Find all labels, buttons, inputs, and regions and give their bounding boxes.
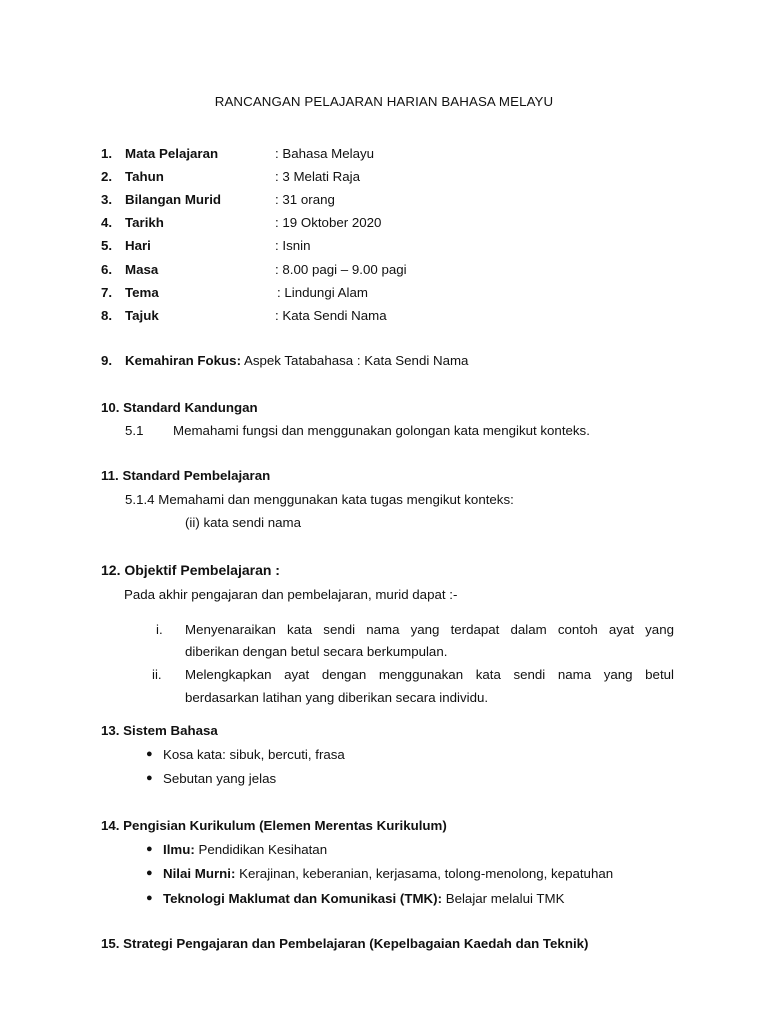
info-label: Tema [125, 285, 159, 300]
list-item: Kosa kata: sibuk, bercuti, frasa [163, 747, 345, 762]
section-11-line1: 5.1.4 Memahami dan menggunakan kata tugas mengikut konteks: [125, 492, 514, 507]
section-12-intro: Pada akhir pengajaran dan pembelajaran, murid dapat :- [124, 587, 458, 602]
section-9 [125, 353, 468, 368]
objective-marker: i. [156, 622, 163, 637]
info-label: Hari [125, 238, 151, 253]
page-title: RANCANGAN PELAJARAN HARIAN BAHASA MELAYU [214, 94, 554, 109]
info-label: Masa [125, 262, 159, 277]
bullet-icon: ● [146, 748, 153, 760]
info-value: : 19 Oktober 2020 [275, 215, 382, 230]
section-11-line2: (ii) kata sendi nama [185, 515, 302, 530]
objective-line: Melengkapkan ayat dengan menggunakan kata sendi nama yang betul [185, 667, 674, 682]
info-num: 4. [101, 215, 113, 230]
bullet-icon: ● [146, 843, 153, 855]
info-num: 7. [101, 285, 113, 300]
info-label: Mata Pelajaran [125, 146, 219, 161]
section-15-heading: 15. Strategi Pengajaran dan Pembelajaran (Kepelbagaian Kaedah dan Teknik) [101, 936, 589, 951]
info-value: : Isnin [275, 238, 311, 253]
section-13-heading: 13. Sistem Bahasa [101, 723, 218, 738]
list-item [163, 866, 613, 881]
item-label: Teknologi Maklumat dan Komunikasi (TMK): [163, 891, 443, 906]
info-label: Tajuk [125, 308, 159, 323]
section-10-heading: 10. Standard Kandungan [101, 400, 258, 415]
section-9-label: Kemahiran Fokus: [125, 353, 242, 368]
info-num: 1. [101, 146, 113, 161]
info-value: : 3 Melati Raja [275, 169, 360, 184]
list-item: Sebutan yang jelas [163, 771, 277, 786]
item-value: Belajar melalui TMK [445, 891, 565, 906]
section-12-heading: 12. Objektif Pembelajaran : [101, 562, 280, 578]
item-value: Pendidikan Kesihatan [198, 842, 328, 857]
info-value: : 8.00 pagi – 9.00 pagi [275, 262, 407, 277]
info-num: 6. [101, 262, 113, 277]
section-9-num: 9. [101, 353, 113, 368]
list-item [163, 842, 327, 857]
info-label: Tarikh [125, 215, 164, 230]
info-num: 3. [101, 192, 113, 207]
info-value: : Bahasa Melayu [275, 146, 375, 161]
section-9-value: Aspek Tatabahasa : Kata Sendi Nama [243, 353, 469, 368]
objective-line: Menyenaraikan kata sendi nama yang terdapat dalam contoh ayat yang [185, 622, 674, 637]
item-value: Kerajinan, keberanian, kerjasama, tolong-menolong, kepatuhan [239, 866, 614, 881]
section-10-text: Memahami fungsi dan menggunakan golongan kata mengikut konteks. [173, 423, 590, 438]
section-11-heading: 11. Standard Pembelajaran [101, 468, 271, 483]
section-14-heading: 14. Pengisian Kurikulum (Elemen Merentas Kurikulum) [101, 818, 447, 833]
objective-marker: ii. [152, 667, 162, 682]
info-value: : 31 orang [275, 192, 335, 207]
info-num: 2. [101, 169, 113, 184]
item-label: Ilmu: [163, 842, 195, 857]
info-value: : Kata Sendi Nama [275, 308, 387, 323]
info-label: Tahun [125, 169, 164, 184]
objective-line: diberikan dengan betul secara berkumpulan. [185, 644, 448, 659]
info-num: 8. [101, 308, 113, 323]
bullet-icon: ● [146, 867, 153, 879]
list-item [163, 891, 564, 906]
info-num: 5. [101, 238, 113, 253]
item-label: Nilai Murni: [163, 866, 236, 881]
bullet-icon: ● [146, 892, 153, 904]
objective-line: berdasarkan latihan yang diberikan secara individu. [185, 690, 489, 705]
info-value: : Lindungi Alam [277, 285, 368, 300]
info-label: Bilangan Murid [125, 192, 222, 207]
bullet-icon: ● [146, 772, 153, 784]
section-10-code: 5.1 [125, 423, 144, 438]
